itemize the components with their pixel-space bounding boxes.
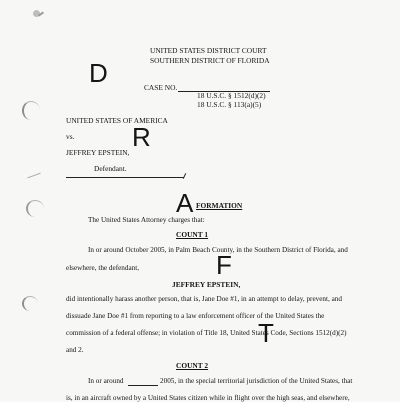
count-1-line-2: elsewhere, the defendant, <box>66 264 140 272</box>
intro-text: The United States Attorney charges that: <box>88 216 205 224</box>
count-1-line-4: dissuade Jane Doe #1 from reporting to a law enforcement officer of the United States the <box>66 312 325 320</box>
stamp-letter-d: D <box>89 58 108 88</box>
count-2-line-2: is, in an aircraft owned by a United States citizen while in flight over the high seas, and elsewhere, <box>66 394 350 402</box>
court-name: UNITED STATES DISTRICT COURT <box>150 46 267 55</box>
caption-slash <box>183 173 186 179</box>
court-district: SOUTHERN DISTRICT OF FLORIDA <box>150 56 270 65</box>
punch-hole-upper <box>22 101 40 120</box>
margin-mark-upper <box>27 173 40 179</box>
count-2-line-1-start: In or around <box>88 377 124 385</box>
count-1-line-5: commission of a federal offense; in violation of Title 18, United States Code, Sections 1512(d)(2) <box>66 329 347 337</box>
statute-1: 18 U.S.C. § 1512(d)(2) <box>197 91 266 100</box>
caption-closing-line <box>66 177 184 178</box>
count-2-date-blank <box>128 385 158 386</box>
stamp-letter-a: A <box>176 188 194 218</box>
case-number-label: CASE NO. <box>144 83 178 92</box>
count-2-line-1-end: 2005, in the special territorial jurisdiction of the United States, that <box>160 377 353 385</box>
document-title: FORMATION <box>196 201 243 210</box>
stamp-letter-r: R <box>132 122 151 152</box>
plaintiff-name: UNITED STATES OF AMERICA <box>66 116 168 125</box>
punch-hole-middle <box>26 200 44 217</box>
punch-hole-lower <box>22 296 38 311</box>
count-1-line-1: In or around October 2005, in Palm Beach County, in the Southern District of Florida, and <box>88 246 348 254</box>
stamp-letter-t: T <box>258 318 274 348</box>
versus-label: vs. <box>66 132 75 141</box>
count-2-heading: COUNT 2 <box>176 361 209 370</box>
defendant-label: Defendant. <box>94 164 127 173</box>
count-1-line-3: did intentionally harass another person, that is, Jane Doe #1, in an attempt to delay, prevent, and <box>66 295 342 303</box>
stamp-letter-f: F <box>216 250 232 280</box>
count-1-line-6: and 2. <box>66 346 84 354</box>
count-1-heading: COUNT 1 <box>176 230 209 239</box>
statute-2: 18 U.S.C. § 113(a)(5) <box>197 100 262 109</box>
defendant-name: JEFFREY EPSTEIN, <box>66 148 130 157</box>
count-1-defendant-name: JEFFREY EPSTEIN, <box>172 280 241 289</box>
